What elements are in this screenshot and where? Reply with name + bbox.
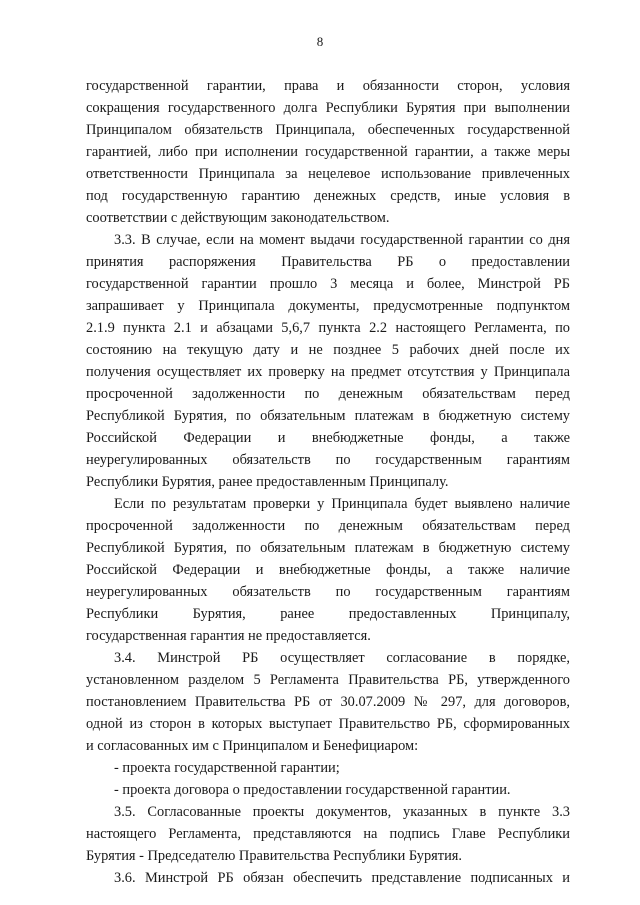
- text-line: Если по результатам проверки у Принципала будет выявлено наличие: [114, 496, 570, 512]
- text-line: государственной гарантии прошло 3 месяца и более, Минстрой РБ: [86, 276, 570, 292]
- text-line: просроченной задолженности по денежным обязательствам перед: [86, 386, 570, 402]
- text-line: просроченной задолженности по денежным обязательствам перед: [86, 518, 570, 534]
- paragraph: [86, 75, 570, 229]
- text-line: Принципалом обязательств Принципала, обеспеченных государственной: [86, 122, 570, 138]
- text-line: соответствии с действующим законодательством.: [86, 210, 390, 226]
- text-line: сокращения государственного долга Республики Бурятия при выполнении: [86, 100, 570, 116]
- text-line: 3.4. Минстрой РБ осуществляет согласование в порядке,: [114, 650, 570, 666]
- text-line: состоянию на текущую дату и не позднее 5 рабочих дней после их: [86, 342, 570, 358]
- paragraph: [86, 229, 570, 493]
- text-line: Республикой Бурятия, по обязательным платежам в бюджетную систему: [86, 408, 570, 424]
- text-line: - проекта государственной гарантии;: [114, 760, 340, 776]
- text-line: неурегулированных обязательств по государственным гарантиям: [86, 452, 570, 468]
- paragraph: [86, 493, 570, 647]
- text-line: запрашивает у Принципала документы, предусмотренные подпунктом: [86, 298, 570, 314]
- text-line: настоящего Регламента, представляются на подпись Главе Республики: [86, 826, 570, 842]
- text-line: ответственности Принципала за нецелевое использование привлеченных: [86, 166, 570, 182]
- text-line: неурегулированных обязательств по государственным гарантиям: [86, 584, 570, 600]
- text-line: - проекта договора о предоставлении государственной гарантии.: [114, 782, 511, 798]
- text-line: 3.5. Согласованные проекты документов, указанных в пункте 3.3: [114, 804, 570, 820]
- text-line: гарантией, либо при исполнении государственной гарантии, а также меры: [86, 144, 570, 160]
- text-line: получения осуществляет их проверку на предмет отсутствия у Принципала: [86, 364, 570, 380]
- text-line: установленном разделом 5 Регламента Правительства РБ, утвержденного: [86, 672, 570, 688]
- text-line: и согласованных им с Принципалом и Бенефициаром:: [86, 738, 419, 754]
- paragraph: [86, 779, 570, 801]
- page-number: 8: [316, 34, 324, 49]
- text-line: государственная гарантия не предоставляется.: [86, 628, 371, 644]
- paragraph: [86, 647, 570, 757]
- text-line: 3.3. В случае, если на момент выдачи государственной гарантии со дня: [114, 232, 570, 248]
- text-line: под государственную гарантию денежных средств, иные условия в: [86, 188, 570, 204]
- text-line: государственной гарантии, права и обязанности сторон, условия: [86, 78, 570, 94]
- text-line: одной из сторон в которых выступает Правительство РБ, сформированных: [86, 716, 570, 732]
- text-line: Бурятия - Председателю Правительства Республики Бурятия.: [86, 848, 462, 864]
- text-line: 3.6. Минстрой РБ обязан обеспечить представление подписанных и: [114, 870, 570, 886]
- text-line: Российской Федерации и внебюджетные фонды, а также наличие: [86, 562, 570, 578]
- text-line: Республики Бурятия, ранее предоставленных Принципалу,: [86, 606, 570, 622]
- document-body: [86, 75, 570, 889]
- text-line: Российской Федерации и внебюджетные фонды, а также: [86, 430, 570, 446]
- text-line: Республикой Бурятия, по обязательным платежам в бюджетную систему: [86, 540, 570, 556]
- text-line: постановлением Правительства РБ от 30.07.2009 № 297, для договоров,: [86, 694, 570, 710]
- paragraph: [86, 801, 570, 867]
- text-line: принятия распоряжения Правительства РБ о предоставлении: [86, 254, 570, 270]
- paragraph: [86, 757, 570, 779]
- paragraph: [86, 867, 570, 889]
- text-line: Республики Бурятия, ранее предоставленным Принципалу.: [86, 474, 449, 490]
- text-line: 2.1.9 пункта 2.1 и абзацами 5,6,7 пункта 2.2 настоящего Регламента, по: [86, 320, 570, 336]
